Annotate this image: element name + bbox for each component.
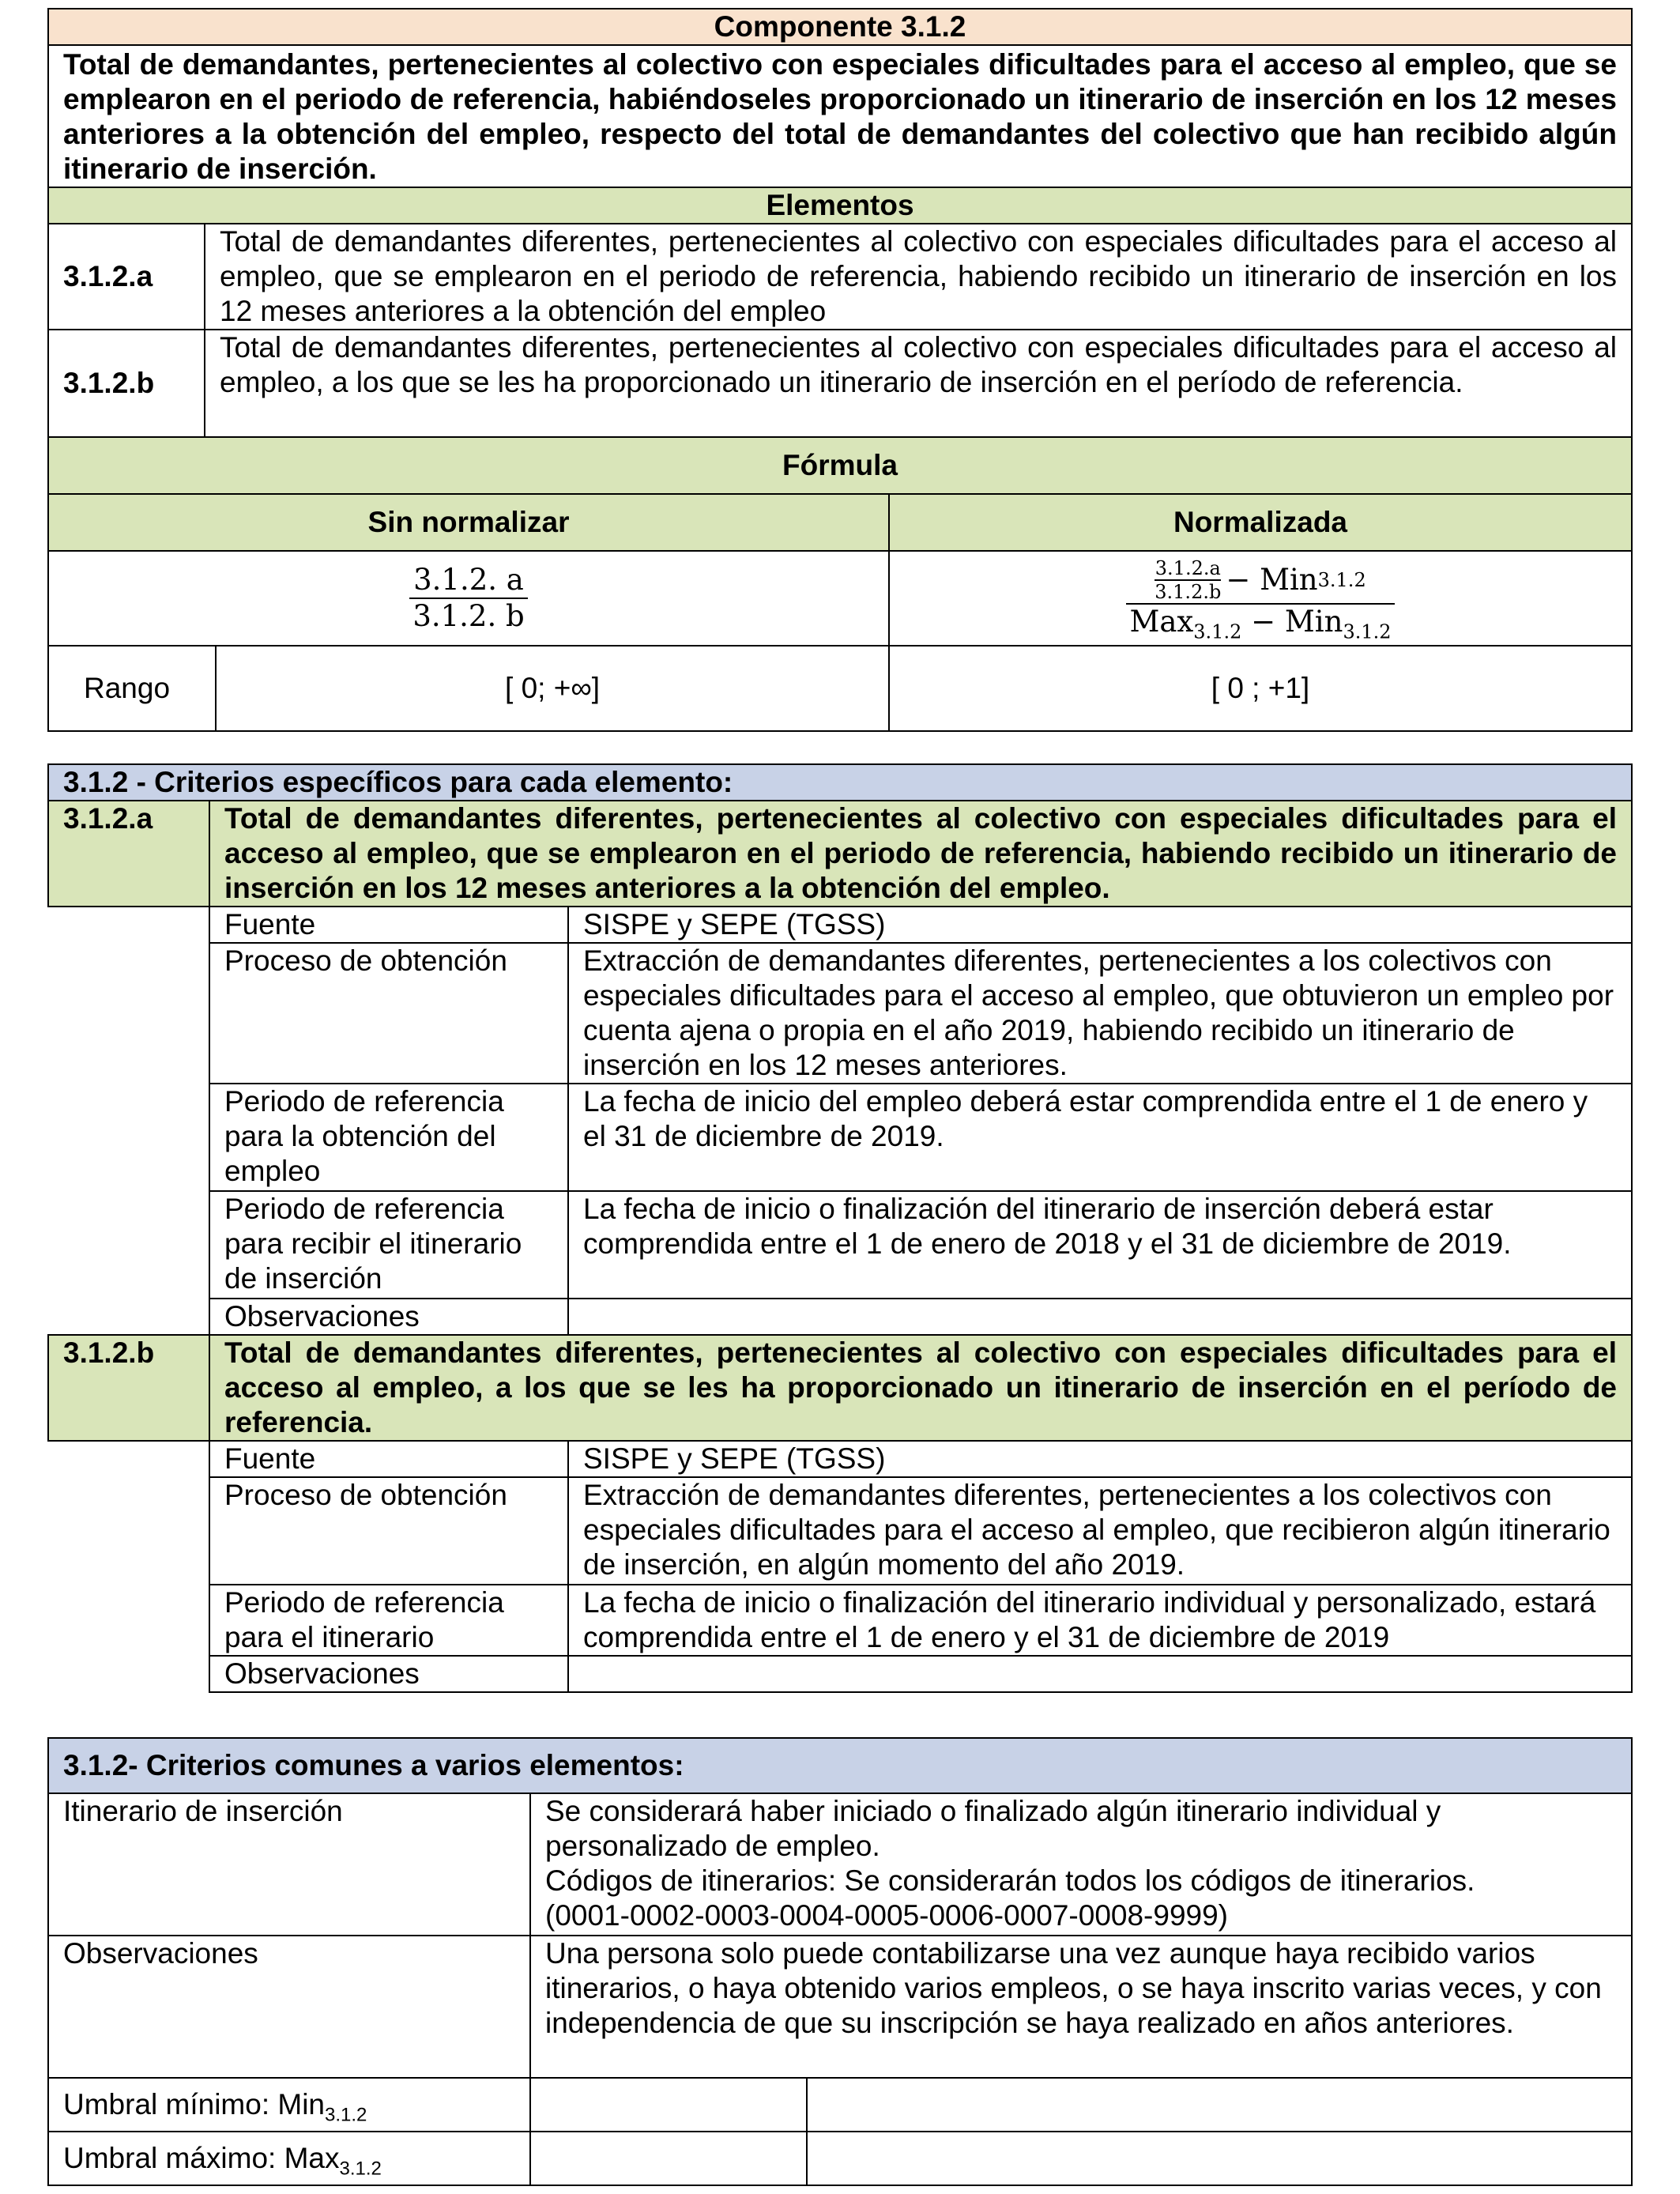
formula-normalized-fraction: $\frac{3.1.2.a}{3.1.2.b}$ − Min 3.1.2 Max$_{3.1.2}$ − Min$_{3.1.2}$ xyxy=(1126,557,1394,639)
criterios-comunes-table xyxy=(47,1737,1633,2186)
criterio-label: Periodo de referencia para el itinerario xyxy=(209,1585,568,1656)
normalizada-header: Normalizada xyxy=(889,494,1632,551)
elemento-text: Total de demandantes diferentes, pertenecientes al colectivo con especiales dificultades para el acceso al empleo, a los que se les ha proporcionado un itinerario de inserción en el período de referencia. xyxy=(205,330,1632,437)
criterio-value: La fecha de inicio o finalización del itinerario de inserción deberá estar comprendida entre el 1 de enero de 2018 y el 31 de diciembre de 2019. xyxy=(568,1191,1632,1299)
criterio-label: Periodo de referencia para recibir el itinerario de inserción xyxy=(209,1191,568,1299)
minus-min: − Min xyxy=(1226,563,1318,597)
umbral-max-text: Umbral máximo: Max xyxy=(63,2142,340,2174)
umbral-max-extra xyxy=(807,2132,1632,2185)
criterio-value: La fecha de inicio del empleo deberá estar comprendida entre el 1 de enero y el 31 de diciembre de 2019. xyxy=(568,1084,1632,1191)
rango-label: Rango xyxy=(48,646,205,731)
formula-numerator: 3.1.2. a xyxy=(413,563,524,597)
criterio-label: Fuente xyxy=(209,1441,568,1477)
formula-denominator: 3.1.2. b xyxy=(412,599,525,633)
observaciones-label: Observaciones xyxy=(48,1936,530,2078)
den-min-subscript: 3.1.2 xyxy=(1343,620,1392,643)
max-subscript: 3.1.2 xyxy=(1193,620,1242,643)
criterio-value: SISPE y SEPE (TGSS) xyxy=(568,907,1632,943)
componente-description: Total de demandantes, pertenecientes al colectivo con especiales dificultades para el acceso al empleo, que se emplearon en el periodo de referencia, habiéndoseles proporcionado un itinerario de inserción en los 12 meses anteriores a la obtención del empleo, respecto del total de demandantes del colectivo que han recibido algún itinerario de inserción. xyxy=(48,45,1632,187)
criterio-label: Observaciones xyxy=(209,1299,568,1335)
criterio-b-code: 3.1.2.b xyxy=(48,1335,209,1441)
criterio-label: Observaciones xyxy=(209,1656,568,1692)
criterio-value: SISPE y SEPE (TGSS) xyxy=(568,1441,1632,1477)
rango-sin-normalizar: [ 0; +∞] xyxy=(216,646,889,731)
den-minus-min: − Min xyxy=(1241,605,1343,639)
elementos-header: Elementos xyxy=(48,187,1632,224)
criterio-label: Proceso de obtención xyxy=(209,943,568,1084)
criterio-value: La fecha de inicio o finalización del itinerario individual y personalizado, estará comprendida entre el 1 de enero y el 31 de diciembre de 2019 xyxy=(568,1585,1632,1656)
criterio-value: Extracción de demandantes diferentes, pertenecientes a los colectivos con especiales dificultades para el acceso al empleo, que recibieron algún itinerario de inserción, en algún momento del año 2019. xyxy=(568,1477,1632,1585)
rango-normalizada: [ 0 ; +1] xyxy=(889,646,1632,731)
itinerario-line: Se considerará haber iniciado o finalizado algún itinerario individual y personalizado de empleo. xyxy=(545,1795,1441,1862)
itinerario-line: (0001-0002-0003-0004-0005-0006-0007-0008-9999) xyxy=(545,1899,1229,1932)
criterios-especificos-header: 3.1.2 - Criterios específicos para cada elemento: xyxy=(48,764,1632,801)
elemento-code: 3.1.2.a xyxy=(48,224,205,330)
criterio-label: Periodo de referencia para la obtención del empleo xyxy=(209,1084,568,1191)
criterio-b-title: Total de demandantes diferentes, pertenecientes al colectivo con especiales dificultades para el acceso al empleo, a los que se les ha proporcionado un itinerario de inserción en el período de referencia. xyxy=(209,1335,1632,1441)
criterio-value xyxy=(568,1656,1632,1692)
componente-table xyxy=(47,8,1633,732)
criterios-comunes-header: 3.1.2- Criterios comunes a varios elementos: xyxy=(48,1738,1632,1793)
umbral-max-subscript: 3.1.2 xyxy=(339,2158,382,2180)
componente-title: Componente 3.1.2 xyxy=(48,9,1632,45)
umbral-min-text: Umbral mínimo: Min xyxy=(63,2088,325,2120)
observaciones-value: Una persona solo puede contabilizarse una vez aunque haya recibido varios itinerarios, o haya obtenido varios empleos, o se haya inscrito varias veces, y con independencia de que su inscripción se haya realizado en años anteriores. xyxy=(530,1936,1632,2078)
inner-numerator: 3.1.2.a xyxy=(1155,557,1221,579)
den-max: Max xyxy=(1129,605,1194,639)
umbral-max-value xyxy=(530,2132,807,2185)
inner-fraction xyxy=(1155,557,1221,603)
umbral-min-extra xyxy=(807,2078,1632,2132)
umbral-min-label xyxy=(48,2078,530,2132)
itinerario-value xyxy=(530,1793,1632,1936)
sin-normalizar-header: Sin normalizar xyxy=(48,494,889,551)
criterio-value: Extracción de demandantes diferentes, pertenecientes a los colectivos con especiales dificultades para el acceso al empleo, que obtuvieron un empleo por cuenta ajena o propia en el año 2019, habiendo recibido un itinerario de inserción en los 12 meses anteriores. xyxy=(568,943,1632,1084)
formula-normalizada xyxy=(889,551,1632,646)
umbral-min-subscript: 3.1.2 xyxy=(325,2104,367,2126)
formula-fraction xyxy=(409,563,527,634)
inner-denominator: 3.1.2.b xyxy=(1155,581,1222,603)
criterio-value xyxy=(568,1299,1632,1335)
itinerario-label: Itinerario de inserción xyxy=(48,1793,530,1936)
umbral-min-value xyxy=(530,2078,807,2132)
criterio-label: Proceso de obtención xyxy=(209,1477,568,1585)
formula-sin-normalizar xyxy=(48,551,889,646)
umbral-max-label xyxy=(48,2132,530,2185)
formula-header: Fórmula xyxy=(48,437,1632,494)
elemento-text: Total de demandantes diferentes, pertenecientes al colectivo con especiales dificultades para el acceso al empleo, que se emplearon en el periodo de referencia, habiendo recibido un itinerario de inserción en los 12 meses anteriores a la obtención del empleo xyxy=(205,224,1632,330)
criterios-especificos-table xyxy=(47,763,1633,1693)
elemento-code: 3.1.2.b xyxy=(48,330,205,437)
criterio-label: Fuente xyxy=(209,907,568,943)
itinerario-line: Códigos de itinerarios: Se considerarán todos los códigos de itinerarios. xyxy=(545,1864,1475,1897)
criterio-a-title: Total de demandantes diferentes, pertenecientes al colectivo con especiales dificultades para el acceso al empleo, que se emplearon en el periodo de referencia, habiendo recibido un itinerario de inserción en los 12 meses anteriores a la obtención del empleo. xyxy=(209,801,1632,907)
criterio-a-code: 3.1.2.a xyxy=(48,801,209,907)
